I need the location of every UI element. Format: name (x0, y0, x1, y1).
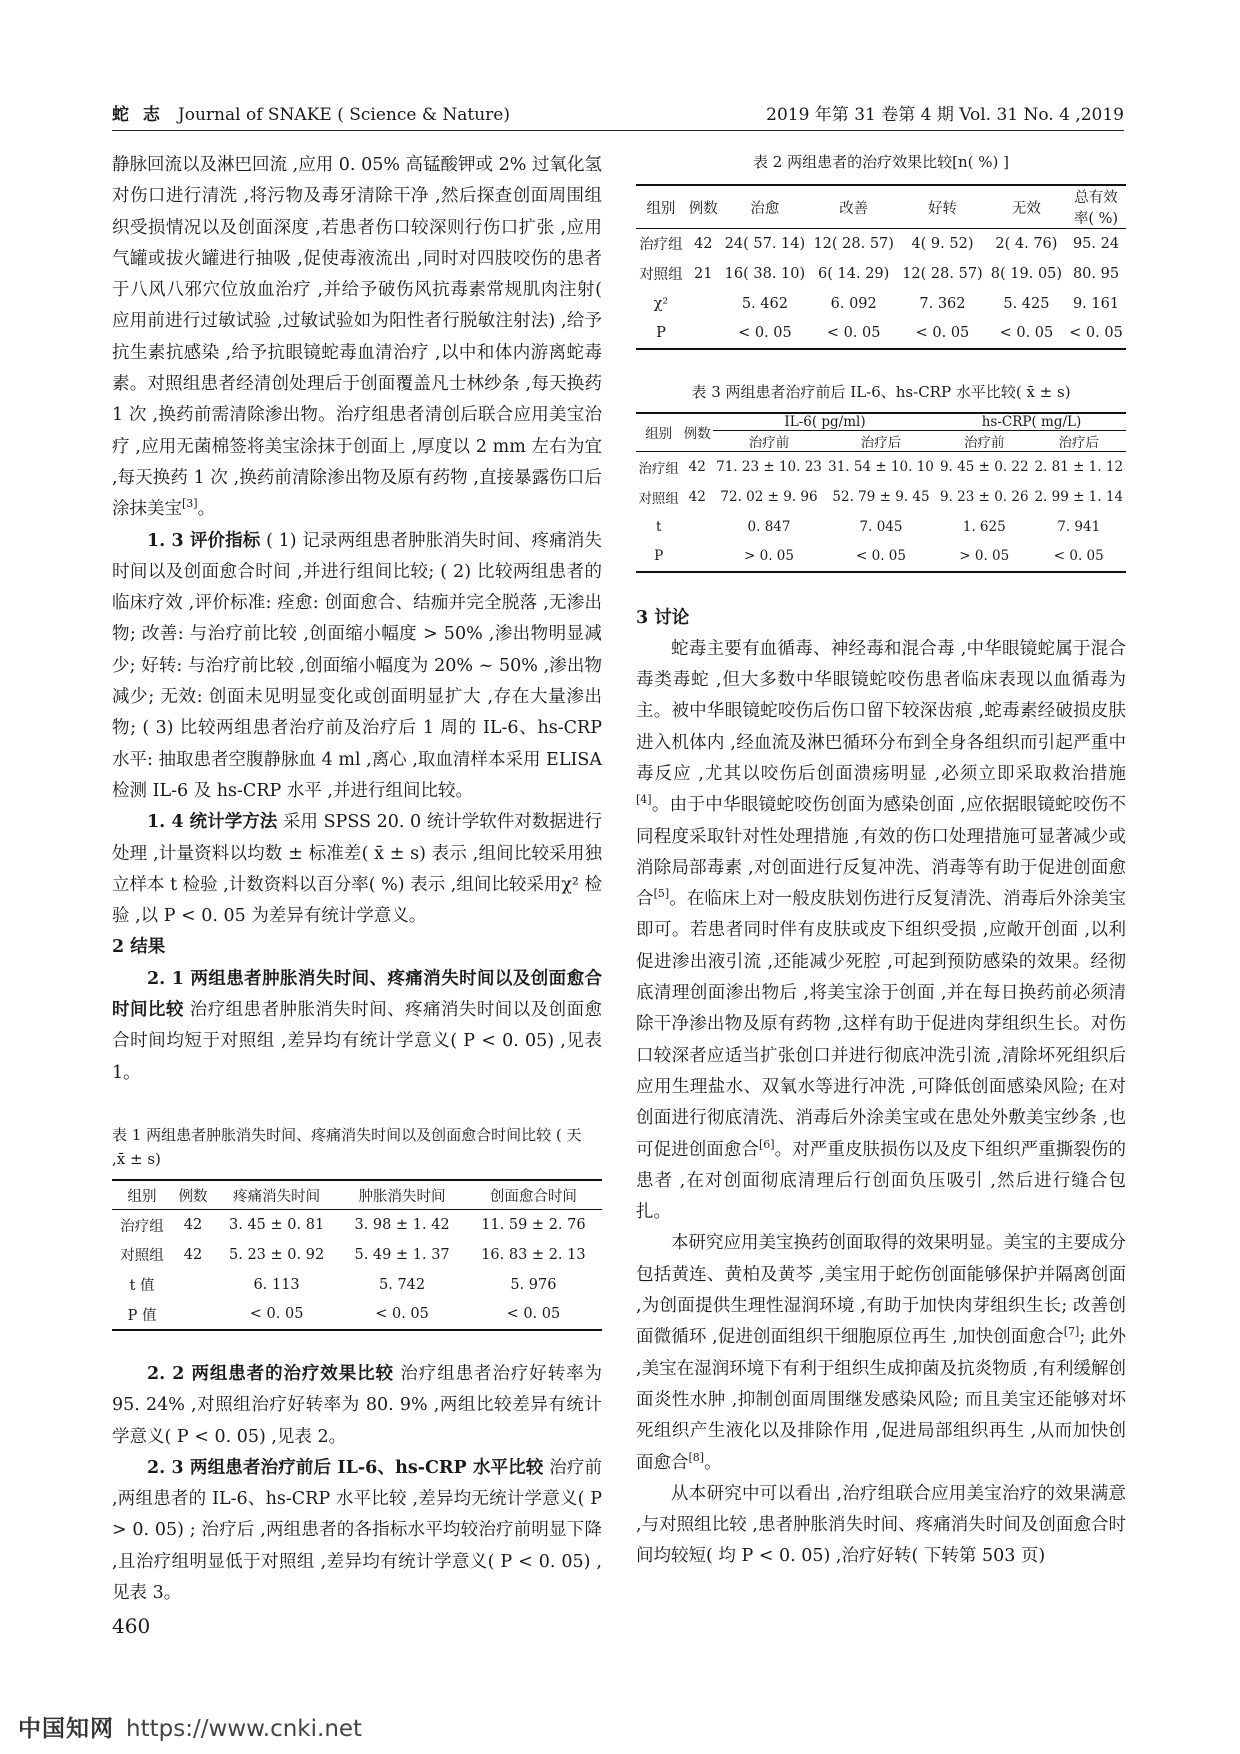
table-cell: 对照组 (638, 490, 679, 507)
table-cell: 对照组 (639, 267, 683, 283)
table-1-caption: 表 1 两组患者肿胀消失时间、疼痛消失时间以及创面愈合时间比较 ( 天 ,x̄ ± s) (112, 1125, 582, 1168)
table-row (636, 289, 1126, 319)
table-1-header: 组别 (112, 1180, 172, 1210)
table-cell: 21 (693, 265, 713, 282)
table-cell: 对照组 (120, 1248, 164, 1265)
heading-discussion: 3 讨论 (636, 607, 690, 628)
table-cell: 6. 113 (253, 1276, 300, 1293)
table-cell: 3. 45 ± 0. 81 (229, 1217, 325, 1234)
table-row (636, 259, 1126, 289)
table-cell: 42 (183, 1246, 203, 1263)
section-2-2: 2. 2 两组患者的治疗效果比较 治疗组患者治疗好转率为 95. 24% ,对照组治疗好转率为 80. 9% ,两组比较差异有统计学意义( P < 0. 05) ,见表 2。 (112, 1363, 602, 1447)
table-1-header: 创面愈合时间 (465, 1180, 602, 1210)
table-cell: 16( 38. 10) (724, 265, 806, 282)
table-row (112, 1270, 602, 1300)
journal-name-cn: 蛇 志 (112, 105, 164, 125)
citation-6[interactable]: [6] (759, 1137, 775, 1151)
table-cell: 24( 57. 14) (724, 235, 806, 252)
table-cell: 5. 742 (379, 1276, 426, 1293)
table-cell: < 0. 05 (214, 1300, 339, 1330)
section-1-4: 1. 4 统计学方法 采用 SPSS 20. 0 统计学软件对数据进行处理 ,计量资料以均数 ± 标准差( x̄ ± s) 表示 ,组间比较采用独立样本 t 检验 ,计数资料以百分率( %) 表示 ,组间比较采用χ² 检验 ,以 P < 0. 05 为差异有统计学意义。 (112, 812, 602, 927)
table-row (636, 452, 1126, 482)
section-1-3-title: 1. 3 评价指标 (147, 530, 261, 551)
table-2-header: 好转 (898, 185, 987, 229)
journal-name-en: Journal of SNAKE ( Science & Nature) (177, 105, 510, 125)
table-cell: 6( 14. 29) (818, 265, 890, 282)
section-2-2-title: 2. 2 两组患者的治疗效果比较 (147, 1363, 394, 1384)
table-2-header: 无效 (987, 185, 1066, 229)
page-number: 460 (112, 1614, 151, 1638)
table-cell: < 0. 05 (987, 319, 1066, 349)
table-cell: 42 (183, 1217, 203, 1234)
table-3-header-before: 治疗前 (713, 431, 825, 452)
section-2-1-title: 2. 1 两组患者肿胀消失时间、疼痛消失时间以及创面愈合时间比较 (112, 968, 602, 1021)
section-2-3-title: 2. 3 两组患者治疗前后 IL-6、hs-CRP 水平比较 (147, 1457, 544, 1478)
table-2-header: 改善 (809, 185, 898, 229)
table-cell: 7. 045 (859, 518, 903, 535)
table-cell: 6. 092 (830, 295, 877, 312)
table-row (636, 512, 1126, 542)
citation-4[interactable]: [4] (636, 793, 652, 807)
table-cell (172, 1270, 214, 1300)
table-cell: t 值 (129, 1278, 155, 1295)
table-cell: 5. 425 (1003, 295, 1050, 312)
table-row (636, 482, 1126, 512)
table-cell: 0. 847 (747, 518, 791, 535)
table-cell: 9. 161 (1072, 295, 1120, 312)
table-cell: 12( 28. 57) (813, 235, 894, 252)
table-cell: < 0. 05 (465, 1300, 602, 1330)
citation-3[interactable]: [3] (182, 497, 198, 511)
table-cell: > 0. 05 (937, 542, 1031, 572)
table-2-caption: 表 2 两组患者的治疗效果比较[n( %) ] (753, 153, 1009, 171)
table-cell: 2. 99 ± 1. 14 (1034, 488, 1124, 505)
table-cell: < 0. 05 (825, 542, 937, 572)
table-3-header-crp: hs-CRP( mg/L) (937, 413, 1126, 431)
table-cell: 5. 49 ± 1. 37 (354, 1246, 450, 1263)
cnki-url[interactable]: https://www.cnki.net (126, 1716, 363, 1742)
table-2-header: 例数 (686, 185, 721, 229)
table-2-header: 总有效率( %) (1066, 185, 1126, 229)
table-1 (112, 1179, 602, 1331)
table-cell: < 0. 05 (1031, 542, 1126, 572)
table-3 (636, 412, 1126, 573)
table-3-header-after: 治疗后 (1031, 431, 1126, 452)
cnki-watermark (18, 1710, 362, 1743)
discussion-paragraph-1: 蛇毒主要有血循毒、神经毒和混合毒 ,中华眼镜蛇属于混合毒类毒蛇 ,但大多数中华眼镜蛇咬伤患者临床表现以血循毒为主。被中华眼镜蛇咬伤后伤口留下较深齿痕 ,蛇毒素经破损皮肤进入机体内 ,经血流及淋巴循环分布到全身各组织而引起严重中毒反应 ,尤其以咬伤后创面溃疡明显 ,必须立即采取救治措施[4]。由于中华眼镜蛇咬伤创面为感染创面 ,应依据眼镜蛇咬伤不同程度采取针对性处理措施 ,有效的伤口处理措施可显著减少或消除局部毒素 ,对创面进行反复冲洗、消毒等有助于促进创面愈合[5]。在临床上对一般皮肤划伤进行反复清洗、消毒后外涂美宝即可。若患者同时伴有皮肤或皮下组织受损 ,应敞开创面 ,以利促进渗出液引流 ,还能减少死腔 ,可起到预防感染的效果。经彻底清理创面渗出物后 ,将美宝涂于创面 ,并在每日换药前必须清除干净渗出物及原有药物 ,这样有助于促进肉芽组织生长。对伤口较深者应适当扩张创口并进行彻底冲洗引流 ,清除坏死组织后应用生理盐水、双氧水等进行冲洗 ,可降低创面感染风险; 在对创面进行彻底清洗、消毒后外涂美宝或在患处外敷美宝纱条 ,也可促进创面愈合[6]。对严重皮肤损伤以及皮下组织严重撕裂伤的患者 ,在对创面彻底清理后行创面负压吸引 ,然后进行缝合包扎。 (636, 638, 1127, 1223)
table-cell: 42 (688, 458, 706, 475)
table-cell: 72. 02 ± 9. 96 (720, 488, 818, 505)
table-2-header: 组别 (636, 185, 686, 229)
table-cell: < 0. 05 (339, 1300, 464, 1330)
table-cell: 2( 4. 76) (995, 235, 1058, 252)
table-cell: 1. 625 (962, 518, 1006, 535)
table-cell: χ² (653, 295, 669, 312)
table-2-header: 治愈 (721, 185, 810, 229)
table-row (636, 229, 1126, 259)
section-2-1: 2. 1 两组患者肿胀消失时间、疼痛消失时间以及创面愈合时间比较 治疗组患者肿胀消失时间、疼痛消失时间以及创面愈合时间均短于对照组 ,差异均有统计学意义( P < 0. 05) ,见表 1。 (112, 968, 603, 1083)
table-3-caption: 表 3 两组患者治疗前后 IL-6、hs-CRP 水平比较( x̄ ± s) (691, 382, 1071, 401)
table-3-header-before: 治疗前 (937, 431, 1031, 452)
section-1-4-title: 1. 4 统计学方法 (147, 812, 278, 833)
table-cell: 9. 23 ± 0. 26 (939, 488, 1029, 505)
table-cell: 3. 98 ± 1. 42 (354, 1217, 450, 1234)
table-row (112, 1210, 602, 1240)
table-cell: < 0. 05 (809, 319, 898, 349)
table-cell: 8( 19. 05) (990, 265, 1063, 282)
citation-7[interactable]: [7] (1063, 1325, 1080, 1339)
table-cell: 31. 54 ± 10. 10 (828, 458, 934, 475)
cnki-logo: 中国知网 (18, 1716, 114, 1742)
citation-5[interactable]: [5] (653, 887, 670, 901)
section-1-3: 1. 3 评价指标 ( 1) 记录两组患者肿胀消失时间、疼痛消失时间以及创面愈合时间 ,并进行组间比较; ( 2) 比较两组患者的临床疗效 ,评价标准: 痊愈: 创面愈合、结痂并完全脱落 ,无渗出物; 改善: 与治疗前比较 ,创面缩小幅度 > 50% ,渗出物明显减少; 好转: 与治疗前比较 ,创面缩小幅度为 20% ~ 50% ,渗出物减少; 无效: 创面未见明显变化或创面明显扩大 ,存在大量渗出物; ( 3) 比较两组患者治疗前及治疗后 1 周的 IL-6、hs-CRP 水平: 抽取患者空腹静脉血 4 ml ,离心 ,取血清样本采用 ELISA 检测 IL-6 及 hs-CRP 水平 ,并进行组间比较。 (112, 530, 602, 801)
table-1-header: 疼痛消失时间 (214, 1180, 339, 1210)
table-cell (686, 289, 721, 319)
table-cell: 95. 24 (1072, 235, 1120, 252)
table-cell: 80. 95 (1072, 265, 1120, 282)
discussion-paragraph-3: 从本研究中可以看出 ,治疗组联合应用美宝治疗的效果满意 ,与对照组比较 ,患者肿胀消失时间、疼痛消失时间及创面愈合时间均较短( 均 P < 0. 05) ,治疗好转( 下转第 503 页) (636, 1483, 1126, 1567)
table-cell: P 值 (112, 1300, 172, 1330)
table-1-header: 肿胀消失时间 (339, 1180, 464, 1210)
table-cell: 7. 362 (919, 295, 966, 312)
table-row (636, 319, 1126, 349)
table-cell (681, 512, 713, 542)
table-cell: 5. 976 (510, 1276, 557, 1293)
table-cell: t (655, 518, 662, 535)
table-cell: 42 (688, 488, 706, 505)
table-3-header-group: 组别 (636, 413, 681, 452)
table-cell: 52. 79 ± 9. 45 (832, 488, 930, 505)
table-cell: 治疗组 (639, 237, 683, 254)
citation-8[interactable]: [8] (688, 1450, 705, 1464)
paragraph-treatment-method: 静脉回流以及淋巴回流 ,应用 0. 05% 高锰酸钾或 2% 过氧化氢对伤口进行清洗 ,将污物及毒牙清除干净 ,然后探查创面周围组织受损情况以及创面深度 ,若患者伤口较深则行伤口扩张 ,应用气罐或拔火罐进行抽吸 ,促使毒液流出 ,同时对四肢咬伤的患者于八风八邪穴位放血治疗 ,并给予破伤风抗毒素常规肌肉注射( 应用前进行过敏试验 ,过敏试验如为阳性者行脱敏注射法) ,给予抗生素抗感染 ,给予抗眼镜蛇毒血清治疗 ,以中和体内游离蛇毒素。对照组患者经清创处理后于创面覆盖凡士林纱条 ,每天换药 1 次 ,换药前需清除渗出物。治疗组患者清创后联合应用美宝治疗 ,应用无菌棉签将美宝涂抹于创面上 ,厚度以 2 mm 左右为宜 ,每天换药 1 次 ,换药前清除渗出物及原有药物 ,直接暴露伤口后涂抹美宝[3]。 (112, 155, 602, 520)
table-cell: P (636, 542, 681, 572)
table-cell: 治疗组 (120, 1218, 164, 1235)
running-header (112, 96, 1124, 131)
table-cell: 12( 28. 57) (902, 265, 983, 282)
table-cell: 5. 23 ± 0. 92 (229, 1246, 325, 1263)
table-cell: 治疗组 (638, 460, 679, 477)
journal-name (112, 100, 510, 125)
table-cell: 5. 462 (741, 295, 788, 312)
table-2 (636, 184, 1126, 350)
left-column (112, 150, 602, 1609)
table-cell: 2. 81 ± 1. 12 (1034, 458, 1124, 475)
table-cell (686, 319, 721, 349)
section-2-3: 2. 3 两组患者治疗前后 IL-6、hs-CRP 水平比较 治疗前 ,两组患者的 IL-6、hs-CRP 水平比较 ,差异均无统计学意义( P > 0. 05) ; 治疗后 ,两组患者的各指标水平均较治疗前明显下降 ,且治疗组明显低于对照组 ,差异均有统计学意义( P < 0. 05) ,见表 3。 (112, 1457, 602, 1603)
table-1-header: 例数 (172, 1180, 214, 1210)
table-cell: < 0. 05 (1066, 319, 1126, 349)
table-cell: P (636, 319, 686, 349)
table-3-header-after: 治疗后 (825, 431, 937, 452)
table-3-header-n: 例数 (681, 413, 713, 452)
table-cell: < 0. 05 (898, 319, 987, 349)
heading-results: 2 结果 (112, 937, 166, 958)
table-cell (681, 542, 713, 572)
table-cell: 9. 45 ± 0. 22 (939, 458, 1029, 475)
table-cell: 7. 941 (1057, 518, 1101, 535)
issue-info: 2019 年第 31 卷第 4 期 Vol. 31 No. 4 ,2019 (766, 105, 1124, 125)
table-row (112, 1300, 602, 1330)
table-cell: 71. 23 ± 10. 23 (716, 458, 822, 475)
table-cell: < 0. 05 (721, 319, 810, 349)
table-cell: 42 (693, 235, 713, 252)
table-cell (172, 1300, 214, 1330)
right-column (636, 150, 1126, 1573)
table-cell: 11. 59 ± 2. 76 (481, 1217, 586, 1234)
table-row (112, 1240, 602, 1270)
table-row (636, 542, 1126, 572)
table-cell: 4( 9. 52) (911, 235, 974, 252)
discussion-paragraph-2: 本研究应用美宝换药创面取得的效果明显。美宝的主要成分包括黄连、黄柏及黄芩 ,美宝用于蛇伤创面能够保护并隔离创面 ,为创面提供生理性湿润环境 ,有助于加快肉芽组织生长; 改善创面微循环 ,促进创面组织干细胞原位再生 ,加快创面愈合[7]; 此外 ,美宝在湿润环境下有利于组织生成抑菌及抗炎物质 ,有利缓解创面炎性水肿 ,抑制创面周围继发感染风险; 而且美宝还能够对坏死组织产生液化以及排除作用 ,促进局部组织再生 ,从而加快创面愈合[8]。 (636, 1233, 1126, 1473)
table-cell: > 0. 05 (713, 542, 825, 572)
table-cell: 16. 83 ± 2. 13 (481, 1246, 586, 1263)
table-3-header-il6: IL-6( pg/ml) (713, 413, 937, 431)
